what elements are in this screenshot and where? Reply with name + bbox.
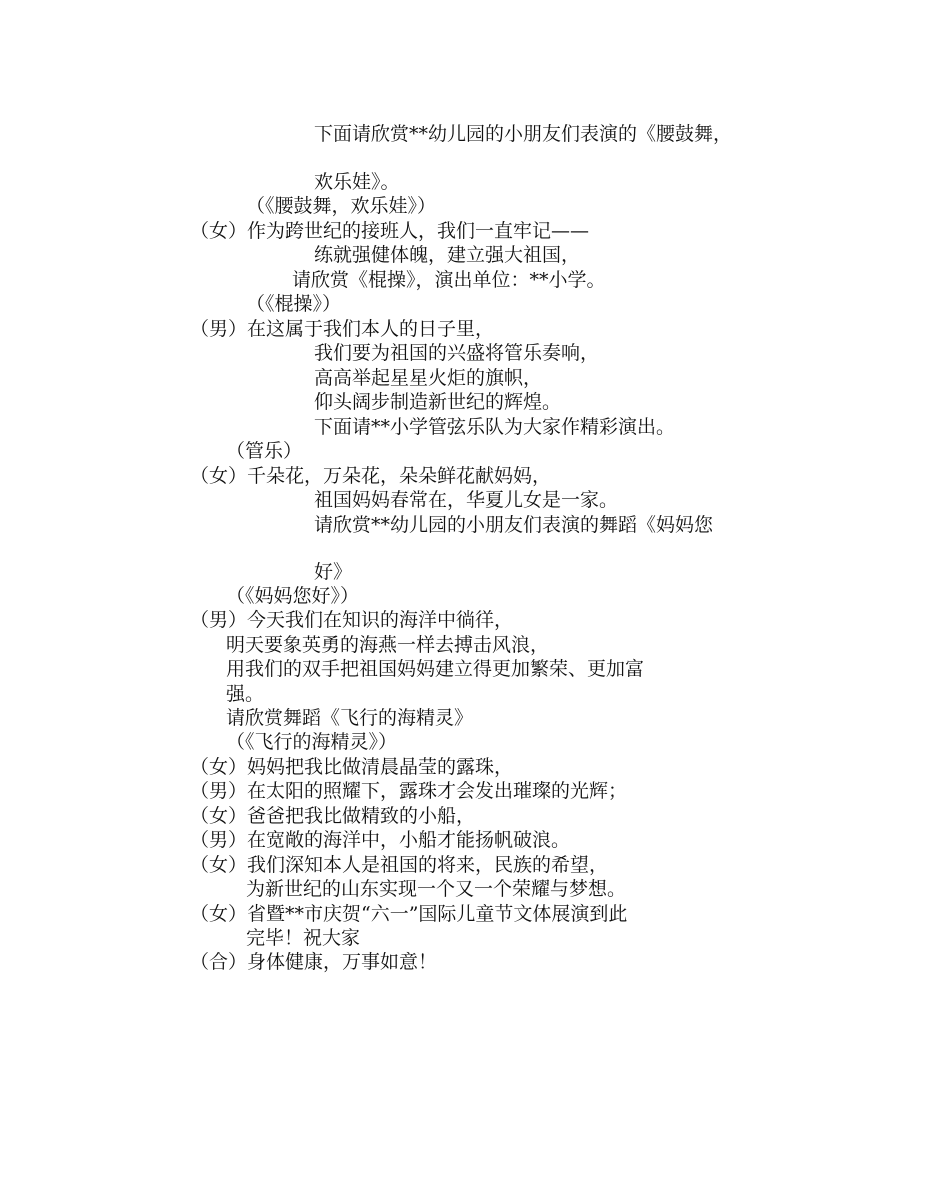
script-line: 用我们的双手把祖国妈妈建立得更加繁荣、更加富 bbox=[226, 658, 645, 680]
script-line: 好》 bbox=[314, 561, 353, 583]
script-line: 下面请欣赏**幼儿园的小朋友们表演的《腰鼓舞， bbox=[314, 123, 733, 145]
script-line: （男）在宽敞的海洋中，小船才能扬帆破浪。 bbox=[190, 829, 571, 851]
script-line: （女）千朵花，万朵花，朵朵鲜花献妈妈， bbox=[190, 465, 552, 487]
script-line: 仰头阔步制造新世纪的辉煌。 bbox=[314, 391, 562, 413]
script-line: 高高举起星星火炬的旗帜， bbox=[314, 367, 543, 389]
script-line: （合）身体健康，万事如意！ bbox=[190, 951, 438, 973]
script-line: 明天要象英勇的海燕一样去搏击风浪， bbox=[226, 634, 550, 656]
script-line: （《腰鼓舞，欢乐娃》） bbox=[246, 195, 437, 217]
script-line: （女）省暨**市庆贺“六一”国际儿童节文体展演到此 bbox=[190, 903, 628, 925]
script-line: 练就强健体魄，建立强大祖国， bbox=[314, 244, 581, 266]
script-line: 欢乐娃》。 bbox=[314, 171, 400, 193]
script-line: 为新世纪的山东实现一个又一个荣耀与梦想。 bbox=[246, 878, 627, 900]
script-line: （男）在这属于我们本人的日子里， bbox=[190, 318, 495, 340]
script-line: （《棍操》） bbox=[246, 293, 342, 315]
script-line: （男）在太阳的照耀下，露珠才会发出璀璨的光辉； bbox=[190, 780, 628, 802]
script-line: （女）作为跨世纪的接班人，我们一直牢记—— bbox=[190, 220, 590, 242]
script-line: 我们要为祖国的兴盛将管乐奏响， bbox=[314, 342, 600, 364]
script-line: （《飞行的海精灵》） bbox=[226, 731, 398, 753]
script-line: （《妈妈您好》） bbox=[226, 585, 360, 607]
script-line: 请欣赏**幼儿园的小朋友们表演的舞蹈《妈妈您 bbox=[314, 514, 714, 536]
script-line: 完毕！祝大家 bbox=[246, 927, 361, 949]
script-line: （女）妈妈把我比做清晨晶莹的露珠， bbox=[190, 756, 514, 778]
script-line: （女）我们深知本人是祖国的将来，民族的希望， bbox=[190, 854, 609, 876]
script-line: 强。 bbox=[226, 683, 265, 705]
script-line: （管乐） bbox=[226, 440, 303, 462]
script-line: 请欣赏《棍操》，演出单位：**小学。 bbox=[292, 269, 606, 291]
script-line: 祖国妈妈春常在，华夏儿女是一家。 bbox=[314, 489, 619, 511]
script-line: （男）今天我们在知识的海洋中徜徉， bbox=[190, 609, 514, 631]
script-line: 下面请**小学管弦乐队为大家作精彩演出。 bbox=[314, 416, 676, 438]
script-line: 请欣赏舞蹈《飞行的海精灵》 bbox=[226, 707, 474, 729]
script-line: （女）爸爸把我比做精致的小船， bbox=[190, 805, 476, 827]
